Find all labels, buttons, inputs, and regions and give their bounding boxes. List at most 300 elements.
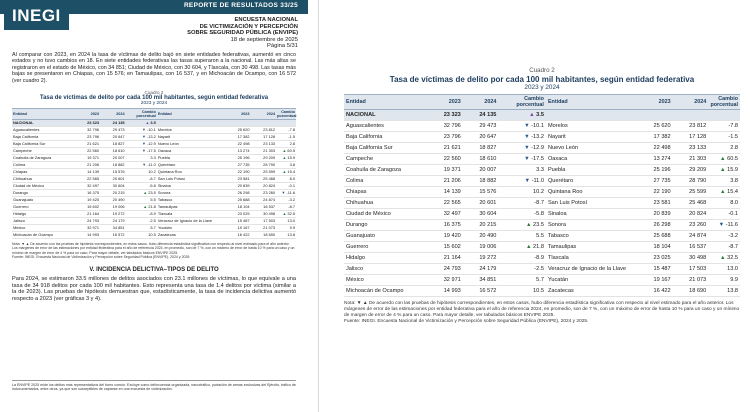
rate-2023: 32 796 [427,121,463,132]
rate-2024: 24 874 [673,231,709,242]
rate-2023: 23 025 [225,211,251,218]
rate-change: ▲ 15.4 [276,169,296,176]
rate-2024: 23 812 [673,121,709,132]
rate-2023: 23 581 [225,176,251,183]
rate-2024: 18 882 [463,176,499,187]
large-table-row [344,132,740,143]
table-header-row [12,109,296,120]
rate-2023: 23 581 [637,198,673,209]
rate-2024: 34 851 [100,225,126,232]
rate-change: ▼ -12.9 [498,143,546,154]
state-name: Quintana Roo [546,187,637,198]
rate-2024: 18 610 [100,148,126,155]
state-name: Nuevo León [157,141,225,148]
rate-2023: 19 371 [427,165,463,176]
small-table-row [12,232,296,239]
state-name: Aguascalientes [12,127,74,134]
large-col-header: 2024 [673,95,709,110]
down-triangle-icon: ▼ [524,134,532,140]
rate-2023: 32 497 [74,183,100,190]
up-triangle-icon: ▲ [282,148,288,154]
large-col-header: 2023 [427,95,463,110]
small-table-row [12,148,296,155]
rate-2023: 19 167 [637,275,673,286]
rate-change: -1.5 [708,132,740,143]
rate-2023: 17 382 [225,134,251,141]
up-triangle-icon: ▲ [282,211,288,217]
state-name: Oaxaca [157,148,225,155]
zoom-table-header-row [344,95,740,110]
rate-2024: 24 179 [463,264,499,275]
rate-2023: 16 375 [74,190,100,197]
rate-change: -8.7 [126,176,157,183]
small-table-row [12,176,296,183]
rate-2023: 24 793 [427,264,463,275]
state-name: Yucatán [157,225,225,232]
small-table-row [12,190,296,197]
rate-change: 9.9 [276,225,296,232]
state-name: Tamaulipas [157,204,225,211]
large-table-row [344,253,740,264]
large-table-row [344,264,740,275]
rate-2023: 19 371 [74,155,100,162]
rate-2023: 32 796 [74,127,100,134]
rate-2024: 21 303 [673,154,709,165]
rate-change: ▲ 15.9 [708,165,740,176]
down-triangle-icon: ▼ [142,141,147,147]
state-name: San Luis Potosí [546,198,637,209]
rate-2024: 18 690 [251,232,277,239]
up-triangle-icon: ▲ [720,189,728,195]
up-triangle-icon: ▲ [143,204,149,210]
national-name: NACIONAL [12,120,74,127]
state-name: Ciudad de México [12,183,74,190]
rate-change: 10.2 [498,187,546,198]
rate-2024: 29 209 [251,155,277,162]
state-name: Guanajuato [12,197,74,204]
rate-change: 5.7 [126,225,157,232]
down-triangle-icon: ▼ [142,162,148,168]
rate-change: ▼ -11.0 [126,162,157,169]
rate-2024: 34 851 [463,275,499,286]
rate-2024: 25 468 [673,198,709,209]
state-name: Ciudad de México [344,209,427,220]
rate-2023: 25 688 [637,231,673,242]
state-name: Michoacán de Ocampo [12,232,74,239]
state-name: Tlaxcala [157,211,225,218]
rate-2024: 21 073 [251,225,277,232]
empty-cell [276,120,296,127]
rate-change: -5.8 [126,183,157,190]
report-number: REPORTE DE RESULTADOS 33/25 [183,2,298,9]
rate-2023: 23 796 [427,132,463,143]
rate-2024: 20 647 [100,134,126,141]
rate-2024: 18 690 [673,286,709,297]
small-col-header: Cambio porcentual [126,109,157,120]
small-national-row [12,120,296,127]
rate-2024: 30 604 [100,183,126,190]
note-text: Nota: ▼ ▲ De acuerdo con las pruebas de hipótesis correspondientes, en estos casos, hubo diferencia estadística significativa con respecto al nivel estimado para el año anterior. Los márgenes de error de las estimaciones por entidad federativa para el año de referencia 2024, en promedio, son de 7 %, con un máximo de error de hasta 10 % para un caso y un mínimo de margen de error de 4 % para un caso. Para mayor detalle, ver tabulados básicos ENVIPE 2025. [12,242,295,255]
rate-2024: 18 882 [100,162,126,169]
rate-change: -5.8 [498,209,546,220]
national-2023: 23 323 [427,110,463,121]
state-name: Oaxaca [546,154,637,165]
small-table-row [12,162,296,169]
rate-2024: 16 537 [673,242,709,253]
state-name: Campeche [344,154,427,165]
rate-change: -8.7 [708,242,740,253]
rate-2023: 32 971 [74,225,100,232]
state-name: Quintana Roo [157,169,225,176]
state-name: Baja California [12,134,74,141]
subtitle-line-2: DE VICTIMIZACIÓN Y PERCEPCIÓN [199,23,298,30]
rate-2024: 20 490 [100,197,126,204]
state-name: Puebla [157,155,225,162]
up-triangle-icon: ▲ [282,155,288,161]
empty-cell [637,110,673,121]
large-table-row [344,231,740,242]
large-table-row [344,187,740,198]
rate-2023: 21 206 [427,176,463,187]
rate-2024: 16 537 [251,204,277,211]
rate-change: 8.0 [708,198,740,209]
rate-2023: 14 993 [427,286,463,297]
rate-2023: 19 420 [427,231,463,242]
report-date: 18 de septiembre de 2025 [230,36,298,43]
rate-change: -8.9 [126,211,157,218]
large-table-row [344,220,740,231]
rate-change: ▼ -13.2 [498,132,546,143]
down-triangle-icon: ▼ [524,156,532,162]
small-table-row [12,155,296,162]
footnote: La ENVIPE 2025 mide los delitos más representativos del fuero común. Excluye como delincuencia organizada, narcotráfico, portación de armas exclusivas del Ejército, tráfico de indocumentados, entre otros, ya que son susceptibles de captarse en una encuesta de victimización. [12,380,296,392]
rate-2023: 21 164 [74,211,100,218]
equal-triangle-icon: ▲ [145,120,151,126]
national-change: ▲ 3.5 [498,110,546,121]
down-triangle-icon: ▼ [524,145,532,151]
rate-change: ▼ -10.1 [498,121,546,132]
rate-2023: 25 620 [225,127,251,134]
up-triangle-icon: ▲ [525,222,534,228]
rate-change: 13.0 [708,264,740,275]
table-title: Tasa de víctimas de delito por cada 100 mil habitantes, según entidad federativa [39,95,269,102]
intro-paragraph: Al comparar con 2023, en 2024 la tasa de víctimas de delito bajó en siete entidades federativas, aumentó en cinco estados y no tuvo cambios en 18. En siete entidades federativas las tasas superaron a la nacional. Las más altas se registraron en el estado de México, con 34 851; Ciudad de México, con 30 604, y Tlaxcala, con 30 498. Las tasas más bajas se presentaron en Chiapas, con 15 576; en Tamaulipas, con 16 537, y en Michoacán de Ocampo, con 16 572 (ver cuadro 2). [12,52,296,84]
large-table-row [344,198,740,209]
state-name: Nayarit [157,134,225,141]
rate-change: ▼ -10.1 [126,127,157,134]
rate-2023: 32 497 [427,209,463,220]
rate-2024: 21 303 [251,148,277,155]
page-divider [318,0,319,412]
rate-2023: 23 025 [637,253,673,264]
source-text: Fuente: INEGI. Encuesta Nacional de Victimización y Percepción sobre Seguridad Pública (ENVIPE), 2024 y 2025. [12,254,191,259]
rate-2023: 20 839 [225,183,251,190]
state-name: Yucatán [546,275,637,286]
state-name: Sonora [546,220,637,231]
rate-change: 3.8 [276,162,296,169]
rate-2023: 22 498 [225,141,251,148]
rate-2023: 27 735 [637,176,673,187]
state-name: Hidalgo [344,253,427,264]
up-triangle-icon: ▲ [720,255,728,261]
zoomed-table-page [334,0,750,412]
rate-2023: 22 498 [637,143,673,154]
national-2023: 23 323 [74,120,100,127]
national-name: NACIONAL [344,110,427,121]
rate-2024: 24 874 [251,197,277,204]
up-triangle-icon: ▲ [282,169,288,175]
large-table-row [344,154,740,165]
rate-change: 5.5 [498,231,546,242]
state-name: Guanajuato [344,231,427,242]
state-name: Baja California Sur [344,143,427,154]
rate-change: -1.5 [276,134,296,141]
rate-change: ▼ -13.2 [126,134,157,141]
rate-2024: 25 468 [251,176,277,183]
up-triangle-icon: ▲ [143,190,149,196]
state-name: Morelos [157,127,225,134]
rate-change: ▼ -11.0 [498,176,546,187]
rate-2023: 24 793 [74,218,100,225]
small-table-row [12,141,296,148]
state-name: México [12,225,74,232]
rate-change: -7.8 [276,127,296,134]
rate-change: -2.5 [498,264,546,275]
rate-2024: 29 473 [100,127,126,134]
state-name: Zacatecas [546,286,637,297]
state-name: Veracruz de Ignacio de la Llave [546,264,637,275]
state-name: Aguascalientes [344,121,427,132]
rate-change: ▼ -17.5 [498,154,546,165]
rate-change: -3.2 [276,197,296,204]
rate-2024: 24 179 [100,218,126,225]
empty-cell [157,120,225,127]
rate-2023: 21 621 [427,143,463,154]
rate-2024: 19 272 [463,253,499,264]
large-col-header: Cambio porcentual [708,95,740,110]
rate-2024: 20 601 [463,198,499,209]
state-name: Puebla [546,165,637,176]
zoom-table-caption: Cuadro 2 [529,67,555,74]
small-col-header: 2023 [74,109,100,120]
rate-2023: 15 487 [637,264,673,275]
down-triangle-icon: ▼ [142,127,147,133]
rate-change: -0.1 [276,183,296,190]
rate-2024: 16 572 [100,232,126,239]
state-name: Tabasco [546,231,637,242]
rate-change: ▲ 60.5 [708,154,740,165]
rate-2024: 19 006 [463,242,499,253]
rate-2023: 22 560 [427,154,463,165]
rate-change: -8.9 [498,253,546,264]
empty-cell [673,110,709,121]
rate-2023: 18 104 [225,204,251,211]
rate-change: -0.1 [708,209,740,220]
subtitle-line-1: ENCUESTA NACIONAL [234,17,298,23]
rate-change: ▲ 15.4 [708,187,740,198]
rate-2023: 15 602 [74,204,100,211]
empty-cell [546,110,637,121]
rate-2023: 25 196 [225,155,251,162]
state-name: Chiapas [344,187,427,198]
state-name: Coahuila de Zaragoza [344,165,427,176]
rate-change: ▼ -11.6 [708,220,740,231]
up-triangle-icon: ▲ [720,167,728,173]
state-name: Guerrero [344,242,427,253]
state-name: Hidalgo [12,211,74,218]
rate-2024: 23 133 [673,143,709,154]
small-col-header: 2024 [251,109,277,120]
rate-change: 3.3 [126,155,157,162]
rate-change: ▲ 15.9 [276,155,296,162]
rate-2023: 25 196 [637,165,673,176]
rate-2023: 25 688 [225,197,251,204]
rate-2024: 20 647 [463,132,499,143]
rate-change: ▲ 21.8 [498,242,546,253]
rate-change: 10.5 [498,286,546,297]
large-table-row [344,286,740,297]
national-2024: 24 135 [463,110,499,121]
state-name: Zacatecas [157,232,225,239]
up-triangle-icon: ▲ [720,156,728,162]
state-name: San Luis Potosí [157,176,225,183]
rate-2024: 30 498 [251,211,277,218]
rate-2024: 25 599 [251,169,277,176]
rate-2023: 14 993 [74,232,100,239]
state-name: Jalisco [12,218,74,225]
rate-change: ▼ -17.5 [126,148,157,155]
small-table-row [12,169,296,176]
national-2024: 24 135 [100,120,126,127]
large-table-row [344,275,740,286]
down-triangle-icon: ▼ [281,190,287,196]
rate-2023: 19 167 [225,225,251,232]
inegi-logo: INEGI [4,4,69,30]
rate-2023: 27 735 [225,162,251,169]
down-triangle-icon: ▼ [524,178,532,184]
rate-2024: 20 824 [673,209,709,220]
rate-2023: 16 422 [637,286,673,297]
rate-2024: 20 215 [100,190,126,197]
zoom-table-title: Tasa de víctimas de delito por cada 100 mil habitantes, según entidad federativa [389,75,695,84]
state-name: Chihuahua [12,176,74,183]
rate-change: 3.3 [498,165,546,176]
large-table-row [344,143,740,154]
small-col-header: Cambio porcentual [277,110,297,119]
rate-2024: 25 599 [673,187,709,198]
rate-change: 5.5 [126,197,157,204]
state-name: Baja California [344,132,427,143]
rate-2024: 23 260 [251,190,277,197]
large-col-header: 2023 [637,95,673,110]
rate-2024: 20 007 [463,165,499,176]
rate-2024: 20 824 [251,183,277,190]
rate-change: 13.0 [276,218,296,225]
rate-2024: 17 128 [251,134,277,141]
rate-2023: 26 298 [637,220,673,231]
small-table-row [12,183,296,190]
up-triangle-icon: ▲ [525,244,534,250]
rate-change: -7.8 [708,121,740,132]
rate-change: ▲ 23.5 [126,190,157,197]
rate-2024: 29 209 [673,165,709,176]
page-number: Página 5/31 [267,43,298,49]
small-table-row [12,197,296,204]
state-name: Sonora [157,190,225,197]
rate-2023: 15 487 [225,218,251,225]
rate-2023: 21 621 [74,141,100,148]
equal-triangle-icon: ▲ [529,112,537,118]
small-table-row [12,204,296,211]
state-name: Durango [344,220,427,231]
state-name: Nayarit [546,132,637,143]
small-table-row [12,225,296,232]
rate-2024: 18 827 [100,141,126,148]
table-large [344,94,740,297]
rate-2023: 22 190 [225,169,251,176]
state-name: Nuevo León [546,143,637,154]
rate-2024: 17 503 [673,264,709,275]
rate-2024: 28 790 [673,176,709,187]
small-table-row [12,218,296,225]
rate-change: 2.8 [708,143,740,154]
rate-2023: 14 139 [74,169,100,176]
rate-2023: 16 422 [225,232,251,239]
zoom-note-text: Nota: ▼ ▲ De acuerdo con las pruebas de hipótesis correspondientes, en estos casos, hubo diferencia estadística significativa con respecto al nivel estimado para el año anterior. Los márgenes de error de las estimaciones por entidad federativa para el año de referencia 2024, en promedio, son de 7 %, con un máximo de error de hasta 10 % para un caso y un mínimo de margen de error de 4 % para un caso. Para mayor detalle, ver tabulados básicos ENVIPE 2025. [344,301,740,318]
zoom-source-text: Fuente: INEGI. Encuesta Nacional de Victimización y Percepción sobre Seguridad Pública (ENVIPE), 2024 y 2025. [344,319,589,324]
rate-change: 2.8 [276,141,296,148]
empty-cell [708,110,740,121]
rate-2024: 16 572 [463,286,499,297]
section-heading: V. INCIDENCIA DELICTIVA–TIPOS DE DELITO [89,267,219,274]
rate-2024: 23 260 [673,220,709,231]
down-triangle-icon: ▼ [524,123,532,129]
rate-2024: 21 073 [673,275,709,286]
rate-change: 5.7 [498,275,546,286]
small-col-header: Entidad [157,109,225,120]
large-col-header: 2024 [463,95,499,110]
rate-change: ▼ -11.6 [276,190,296,197]
state-name: Chihuahua [344,198,427,209]
rate-change: -3.2 [708,231,740,242]
down-triangle-icon: ▼ [142,148,147,154]
large-table-row [344,242,740,253]
rate-2023: 17 382 [637,132,673,143]
state-name: Campeche [12,148,74,155]
rate-2024: 19 272 [100,211,126,218]
rate-2023: 20 839 [637,209,673,220]
state-name: Veracruz de Ignacio de la Llave [157,218,225,225]
large-table-row [344,165,740,176]
rate-2024: 30 498 [673,253,709,264]
small-table-row [12,134,296,141]
report-page-left [0,0,308,412]
state-name: Colima [344,176,427,187]
rate-2024: 29 473 [463,121,499,132]
down-triangle-icon: ▼ [718,222,726,228]
state-name: Tabasco [157,197,225,204]
state-name: Chiapas [12,169,74,176]
rate-2024: 20 490 [463,231,499,242]
rate-2024: 17 128 [673,132,709,143]
state-name: Tlaxcala [546,253,637,264]
rate-change: ▲ 23.5 [498,220,546,231]
rate-2023: 22 190 [637,187,673,198]
state-name: México [344,275,427,286]
rate-2024: 15 576 [100,169,126,176]
state-name: Guerrero [12,204,74,211]
rate-2023: 13 274 [225,148,251,155]
